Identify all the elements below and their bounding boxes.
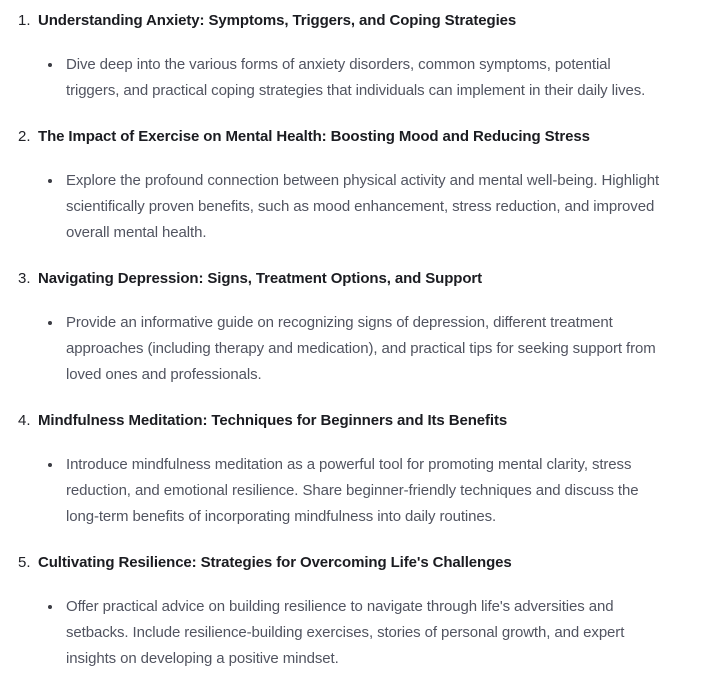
item-title: Navigating Depression: Signs, Treatment Options, and Support <box>38 270 483 287</box>
item-title: The Impact of Exercise on Mental Health: Boosting Mood and Reducing Stress <box>38 128 590 145</box>
bullet-item <box>48 168 677 246</box>
bullet-dot <box>48 605 52 609</box>
list-item <box>18 550 677 672</box>
item-title: Mindfulness Meditation: Techniques for Beginners and Its Benefits <box>38 412 508 429</box>
bullet-text <box>66 52 645 104</box>
bullet-line: Introduce mindfulness meditation as a powerful tool for promoting mental clarity, stress <box>66 456 632 473</box>
bullet-item <box>48 452 677 530</box>
bullet-text <box>66 168 659 246</box>
item-number: 1. <box>18 12 31 29</box>
bullet-item <box>48 310 677 388</box>
item-number: 4. <box>18 412 31 429</box>
bullet-line: approaches (including therapy and medication), and practical tips for seeking support from <box>66 340 656 357</box>
bullet-line: scientifically proven benefits, such as mood enhancement, stress reduction, and improved <box>66 198 655 215</box>
bullet-line: insights on developing a positive mindset. <box>66 650 339 667</box>
item-title: Cultivating Resilience: Strategies for Overcoming Life's Challenges <box>38 554 512 571</box>
bullet-line: triggers, and practical coping strategies that individuals can implement in their daily lives. <box>66 82 646 99</box>
item-heading <box>18 124 677 150</box>
bullet-line: loved ones and professionals. <box>66 366 262 383</box>
list-item <box>18 266 677 388</box>
item-number: 2. <box>18 128 31 145</box>
bullet-dot <box>48 463 52 467</box>
item-heading <box>18 266 677 292</box>
bullet-dot <box>48 179 52 183</box>
item-heading <box>18 550 677 576</box>
bullet-line: long-term benefits of incorporating mindfulness into daily routines. <box>66 508 497 525</box>
item-heading <box>18 408 677 434</box>
list-item <box>18 408 677 530</box>
list-item <box>18 8 677 104</box>
bullet-line: reduction, and emotional resilience. Share beginner-friendly techniques and discuss the <box>66 482 639 499</box>
bullet-item <box>48 594 677 672</box>
bullet-dot <box>48 63 52 67</box>
bullet-line: overall mental health. <box>66 224 207 241</box>
bullet-item <box>48 52 677 104</box>
bullet-text <box>66 310 656 388</box>
bullet-line: Offer practical advice on building resilience to navigate through life's adversities and <box>66 598 614 615</box>
bullet-dot <box>48 321 52 325</box>
bullet-line: setbacks. Include resilience-building exercises, stories of personal growth, and expert <box>66 624 625 641</box>
item-number: 5. <box>18 554 31 571</box>
item-title: Understanding Anxiety: Symptoms, Triggers, and Coping Strategies <box>38 12 517 29</box>
bullet-line: Provide an informative guide on recognizing signs of depression, different treatment <box>66 314 613 331</box>
bullet-line: Explore the profound connection between physical activity and mental well-being. Highlight <box>66 172 660 189</box>
item-heading <box>18 8 677 34</box>
bullet-text <box>66 452 639 530</box>
bullet-line: Dive deep into the various forms of anxiety disorders, common symptoms, potential <box>66 56 611 73</box>
list-item <box>18 124 677 246</box>
item-number: 3. <box>18 270 31 287</box>
bullet-text <box>66 594 624 672</box>
